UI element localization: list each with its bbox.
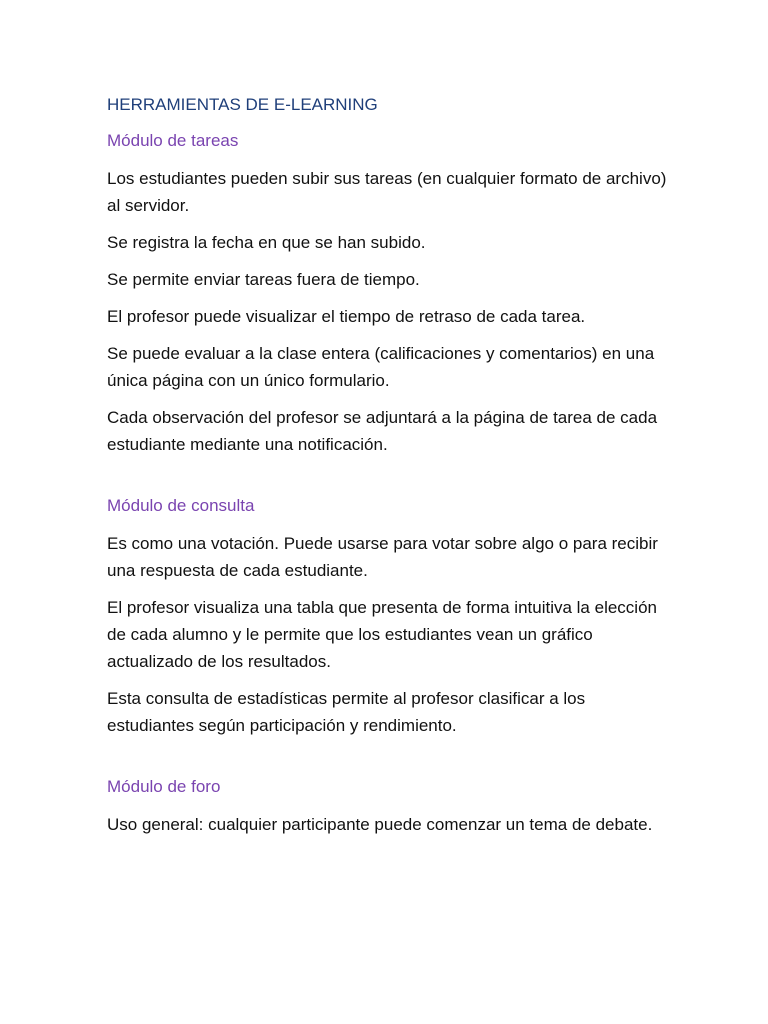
paragraph: Los estudiantes pueden subir sus tareas (en cualquier formato de archivo) al servidor. xyxy=(107,169,667,215)
section-heading: Módulo de foro xyxy=(107,777,221,796)
section-heading: Módulo de consulta xyxy=(107,496,255,515)
section-heading: Módulo de tareas xyxy=(107,131,239,150)
paragraph: El profesor puede visualizar el tiempo de retraso de cada tarea. xyxy=(107,307,586,326)
document-title: HERRAMIENTAS DE E-LEARNING xyxy=(107,95,378,114)
paragraph: Cada observación del profesor se adjuntará a la página de tarea de cada estudiante mediante una notificación. xyxy=(107,408,658,454)
paragraph: Se puede evaluar a la clase entera (calificaciones y comentarios) en una única página con un único formulario. xyxy=(107,344,655,390)
paragraph: Se permite enviar tareas fuera de tiempo. xyxy=(107,270,420,289)
section-foro xyxy=(107,775,667,838)
section-consulta xyxy=(107,494,667,739)
paragraph: Es como una votación. Puede usarse para votar sobre algo o para recibir una respuesta de cada estudiante. xyxy=(107,534,658,580)
document-page xyxy=(107,93,667,848)
paragraph: El profesor visualiza una tabla que presenta de forma intuitiva la elección de cada alumno y le permite que los estudiantes vean un gráfico actualizado de los resultados. xyxy=(107,598,657,671)
section-tareas xyxy=(107,129,667,458)
paragraph: Uso general: cualquier participante puede comenzar un tema de debate. xyxy=(107,815,653,834)
paragraph: Esta consulta de estadísticas permite al profesor clasificar a los estudiantes según participación y rendimiento. xyxy=(107,689,586,735)
paragraph: Se registra la fecha en que se han subido. xyxy=(107,233,426,252)
